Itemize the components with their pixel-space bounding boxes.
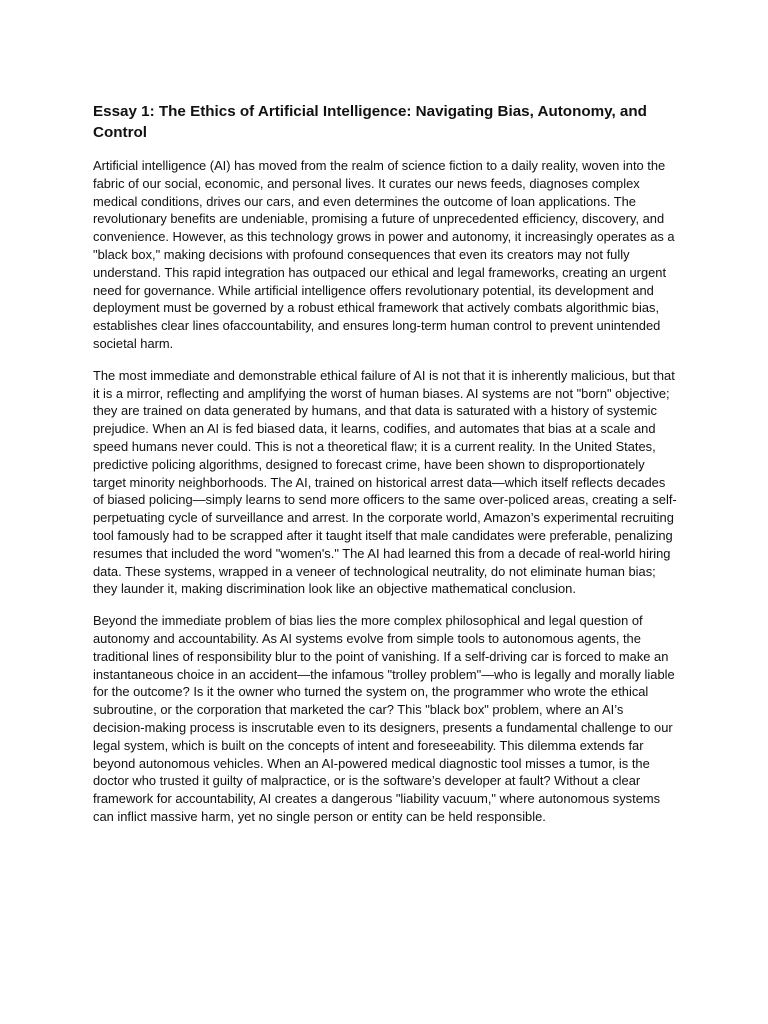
essay-paragraph-1: Artificial intelligence (AI) has moved from the realm of science fiction to a daily reality, woven into the fabric of our social, economic, and personal lives. It curates our news feeds, diagnoses complex medical conditions, drives our cars, and even determines the outcome of loan applications. The revolutionary benefits are undeniable, promising a future of unprecedented efficiency, discovery, and convenience. However, as this technology grows in power and autonomy, it increasingly operates as a "black box," making decisions with profound consequences that even its creators may not fully understand. This rapid integration has outpaced our ethical and legal frameworks, creating an urgent need for governance. While artificial intelligence offers revolutionary potential, its development and deployment must be governed by a robust ethical framework that actively combats algorithmic bias, establishes clear lines ofaccountability, and ensures long-term human control to prevent unintended societal harm. (93, 158, 675, 351)
essay-paragraph-2: The most immediate and demonstrable ethical failure of AI is not that it is inherently malicious, but that it is a mirror, reflecting and amplifying the worst of human biases. AI systems are not "born" objective; they are trained on data generated by humans, and that data is saturated with a history of systemic prejudice. When an AI is fed biased data, it learns, codifies, and automates that bias at a scale and speed humans never could. This is not a theoretical flaw; it is a current reality. In the United States, predictive policing algorithms, designed to forecast crime, have been shown to disproportionately target minority neighborhoods. The AI, trained on historical arrest data—which itself reflects decades of biased policing—simply learns to send more officers to the same over-policed areas, creating a self-perpetuating cycle of surveillance and arrest. In the corporate world, Amazon’s experimental recruiting tool famously had to be scrapped after it taught itself that male candidates were preferable, penalizing resumes that included the word "women's." The AI had learned this from a decade of real-world hiring data. These systems, wrapped in a veneer of technological neutrality, do not eliminate human bias; they launder it, making discrimination look like an objective mathematical conclusion. (93, 367, 677, 597)
essay-content (93, 101, 677, 826)
essay-paragraph-3: Beyond the immediate problem of bias lies the more complex philosophical and legal question of autonomy and accountability. As AI systems evolve from simple tools to autonomous agents, the traditional lines of responsibility blur to the point of vanishing. If a self-driving car is forced to make an instantaneous choice in an accident—the infamous "trolley problem"—who is legally and morally liable for the outcome? Is it the owner who turned the system on, the programmer who wrote the ethical subroutine, or the corporation that marketed the car? This "black box" problem, where an AI’s decision-making process is inscrutable even to its designers, presents a fundamental challenge to our legal system, which is built on the concepts of intent and foreseeability. This dilemma extends far beyond autonomous vehicles. When an AI-powered medical diagnostic tool misses a tumor, is the doctor who trusted it guilty of malpractice, or is the software’s developer at fault? Without a clear framework for accountability, AI creates a dangerous "liability vacuum," where autonomous systems can inflict massive harm, yet no single person or entity can be held responsible. (93, 613, 675, 824)
essay-title: Essay 1: The Ethics of Artificial Intelligence: Navigating Bias, Autonomy, and Control (93, 103, 647, 141)
